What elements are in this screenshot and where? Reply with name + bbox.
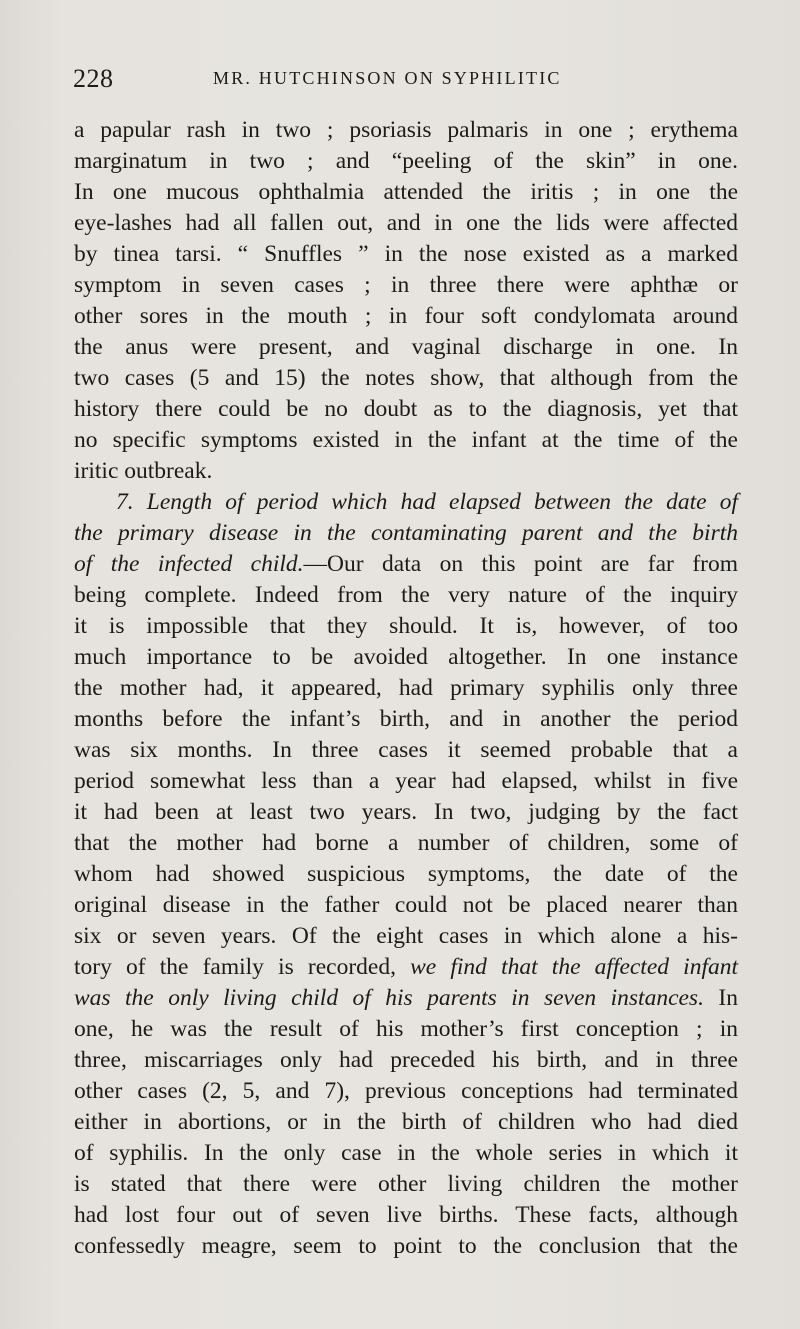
text-segment: tory of the family is recorded, <box>74 954 396 980</box>
page-number: 228 <box>73 64 114 93</box>
text-line: being complete. Indeed from the very nature of the inquiry <box>74 582 738 608</box>
section-heading-line: 7. Length of period which had elapsed between the date of <box>116 489 738 515</box>
text-line: either in abortions, or in the birth of children who had died <box>74 1109 738 1135</box>
text-line <box>74 952 738 983</box>
text-line: was six months. In three cases it seemed probable that a <box>74 737 738 763</box>
text-line: other sores in the mouth ; in four soft condylomata around <box>74 303 738 329</box>
section-heading-line: the primary disease in the contaminating parent and the birth <box>74 520 738 546</box>
text-line <box>74 983 738 1014</box>
text-line: six or seven years. Of the eight cases in which alone a his- <box>74 923 738 949</box>
text-line: by tinea tarsi. “ Snuffles ” in the nose existed as a marked <box>74 241 738 267</box>
text-line: it is impossible that they should. It is, however, of too <box>74 613 738 639</box>
section-heading-end: of the infected child. <box>74 551 304 577</box>
text-line: one, he was the result of his mother’s first conception ; in <box>74 1016 738 1042</box>
text-line: the mother had, it appeared, had primary syphilis only three <box>74 675 738 701</box>
text-line: had lost four out of seven live births. These facts, although <box>74 1202 738 1228</box>
text-line: the anus were present, and vaginal discharge in one. In <box>74 334 738 360</box>
running-title: MR. HUTCHINSON ON SYPHILITIC <box>213 68 562 88</box>
text-line: a papular rash in two ; psoriasis palmaris in one ; erythema <box>74 117 738 143</box>
text-segment: In <box>718 985 738 1011</box>
text-line: iritic outbreak. <box>74 458 213 484</box>
body-text <box>74 115 738 1262</box>
text-line: that the mother had borne a number of children, some of <box>74 830 738 856</box>
text-line: is stated that there were other living children the mother <box>74 1171 738 1197</box>
text-line: period somewhat less than a year had elapsed, whilst in five <box>74 768 738 794</box>
emphasis-text: we find that the affected infant <box>410 954 739 980</box>
running-head <box>73 64 733 96</box>
text-line: original disease in the father could not be placed nearer than <box>74 892 738 918</box>
emphasis-text: was the only living child of his parents in seven instances. <box>74 985 704 1011</box>
text-line: it had been at least two years. In two, judging by the fact <box>74 799 738 825</box>
text-line: other cases (2, 5, and 7), previous conceptions had terminated <box>74 1078 738 1104</box>
text-line: eye-lashes had all fallen out, and in one the lids were affected <box>74 210 738 236</box>
text-line: no specific symptoms existed in the infant at the time of the <box>74 427 738 453</box>
text-segment: —Our data on this point are far from <box>303 551 738 577</box>
text-line: of syphilis. In the only case in the whole series in which it <box>74 1140 738 1166</box>
text-line: In one mucous ophthalmia attended the iritis ; in one the <box>74 179 738 205</box>
text-line: confessedly meagre, seem to point to the conclusion that the <box>74 1233 738 1259</box>
text-line: history there could be no doubt as to the diagnosis, yet that <box>74 396 738 422</box>
text-line: two cases (5 and 15) the notes show, that although from the <box>74 365 738 391</box>
text-line: months before the infant’s birth, and in another the period <box>74 706 738 732</box>
text-line: symptom in seven cases ; in three there were aphthæ or <box>74 272 738 298</box>
text-line: whom had showed suspicious symptoms, the date of the <box>74 861 738 887</box>
text-line: three, miscarriages only had preceded his birth, and in three <box>74 1047 738 1073</box>
text-line: much importance to be avoided altogether. In one instance <box>74 644 738 670</box>
text-line: marginatum in two ; and “peeling of the skin” in one. <box>74 148 738 174</box>
text-line <box>74 549 738 580</box>
